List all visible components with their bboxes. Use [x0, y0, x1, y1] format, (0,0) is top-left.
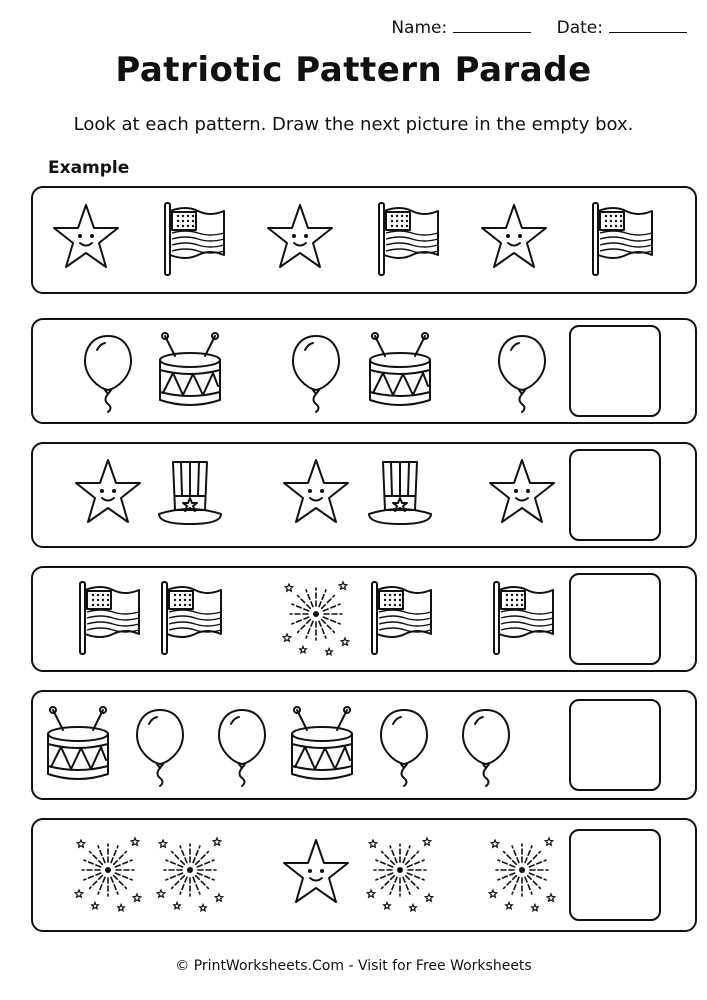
- star-icon: [281, 832, 351, 918]
- pattern-row: [31, 318, 697, 424]
- star-icon: [479, 197, 549, 283]
- fireworks-icon: [487, 832, 557, 918]
- balloon-icon: [125, 702, 195, 788]
- name-field[interactable]: [391, 18, 531, 38]
- worksheet-title: Patriotic Pattern Parade: [115, 50, 592, 90]
- fireworks-icon: [365, 832, 435, 918]
- footer-credit: © PrintWorksheets.Com - Visit for Free Worksheets: [175, 958, 532, 974]
- uncle-sam-hat-icon: [365, 452, 435, 538]
- fireworks-icon: [281, 576, 351, 662]
- date-label: Date:: [556, 18, 603, 38]
- flag-icon: [586, 197, 656, 283]
- balloon-icon: [73, 328, 143, 414]
- balloon-icon: [207, 702, 277, 788]
- pattern-row: [31, 818, 697, 932]
- answer-box[interactable]: [569, 325, 661, 417]
- drum-icon: [155, 328, 225, 414]
- header-fields: [371, 18, 687, 38]
- flag-icon: [155, 576, 225, 662]
- star-icon: [281, 452, 351, 538]
- flag-icon: [487, 576, 557, 662]
- balloon-icon: [487, 328, 557, 414]
- example-label: Example: [48, 158, 130, 178]
- answer-box[interactable]: [569, 449, 661, 541]
- star-icon: [265, 197, 335, 283]
- balloon-icon: [281, 328, 351, 414]
- drum-icon: [365, 328, 435, 414]
- instructions: Look at each pattern. Draw the next picture in the empty box.: [73, 114, 634, 135]
- name-blank-line[interactable]: [453, 18, 531, 33]
- star-icon: [51, 197, 121, 283]
- drum-icon: [287, 702, 357, 788]
- fireworks-icon: [73, 832, 143, 918]
- flag-icon: [73, 576, 143, 662]
- flag-icon: [158, 197, 228, 283]
- date-field[interactable]: [557, 18, 687, 38]
- name-label: Name:: [391, 18, 448, 38]
- flag-icon: [372, 197, 442, 283]
- pattern-row: [31, 442, 697, 548]
- pattern-row: [31, 566, 697, 672]
- date-blank-line[interactable]: [609, 18, 687, 33]
- star-icon: [73, 452, 143, 538]
- answer-box[interactable]: [569, 829, 661, 921]
- star-icon: [487, 452, 557, 538]
- pattern-row: [31, 690, 697, 800]
- flag-icon: [365, 576, 435, 662]
- balloon-icon: [369, 702, 439, 788]
- answer-box[interactable]: [569, 699, 661, 791]
- balloon-icon: [451, 702, 521, 788]
- drum-icon: [43, 702, 113, 788]
- example-pattern-row: [31, 186, 697, 294]
- uncle-sam-hat-icon: [155, 452, 225, 538]
- answer-box[interactable]: [569, 573, 661, 665]
- fireworks-icon: [155, 832, 225, 918]
